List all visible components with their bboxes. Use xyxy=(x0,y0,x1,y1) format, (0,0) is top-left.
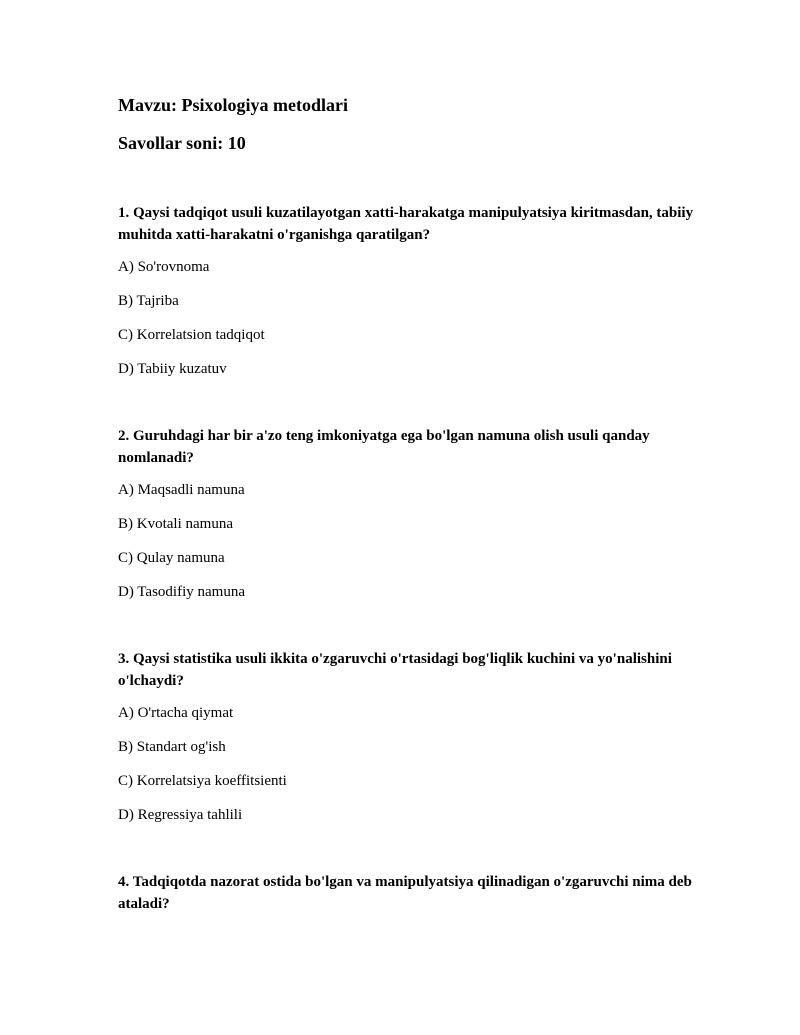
answer-option-b: B) Kvotali namuna xyxy=(118,516,233,532)
answer-option-a: A) O'rtacha qiymat xyxy=(118,705,234,721)
question-count-heading: Savollar soni: 10 xyxy=(118,133,246,153)
answer-option-c: C) Korrelatsiya koeffitsienti xyxy=(118,773,287,789)
topic-heading: Mavzu: Psixologiya metodlari xyxy=(118,95,348,115)
question-3 xyxy=(118,648,718,825)
answer-option-c: C) Korrelatsion tadqiqot xyxy=(118,327,265,343)
answer-option-d: D) Regressiya tahlili xyxy=(118,807,243,823)
answer-option-b: B) Tajriba xyxy=(118,293,179,309)
answer-option-d: D) Tabiiy kuzatuv xyxy=(118,361,227,377)
question-text: 3. Qaysi statistika usuli ikkita o'zgaruvchi o'rtasidagi bog'liqlik kuchini va yo'nalishini o'lchaydi? xyxy=(118,651,672,689)
answer-options xyxy=(118,481,718,602)
answer-option-c: C) Qulay namuna xyxy=(118,550,225,566)
question-2 xyxy=(118,425,718,602)
question-text: 2. Guruhdagi har bir a'zo teng imkoniyatga ega bo'lgan namuna olish usuli qanday nomlanadi? xyxy=(118,428,650,466)
question-4 xyxy=(118,871,718,915)
answer-option-a: A) So'rovnoma xyxy=(118,259,210,275)
question-text: 4. Tadqiqotda nazorat ostida bo'lgan va manipulyatsiya qilinadigan o'zgaruvchi nima deb ataladi? xyxy=(118,874,692,912)
answer-options xyxy=(118,704,718,825)
answer-option-a: A) Maqsadli namuna xyxy=(118,482,245,498)
answer-option-b: B) Standart og'ish xyxy=(118,739,226,755)
answer-option-d: D) Tasodifiy namuna xyxy=(118,584,245,600)
answer-options xyxy=(118,258,718,379)
question-1 xyxy=(118,202,718,379)
question-text: 1. Qaysi tadqiqot usuli kuzatilayotgan xatti-harakatga manipulyatsiya kiritmasdan, tabiiy muhitda xatti-harakatni o'rganishga qaratilgan? xyxy=(118,205,694,243)
